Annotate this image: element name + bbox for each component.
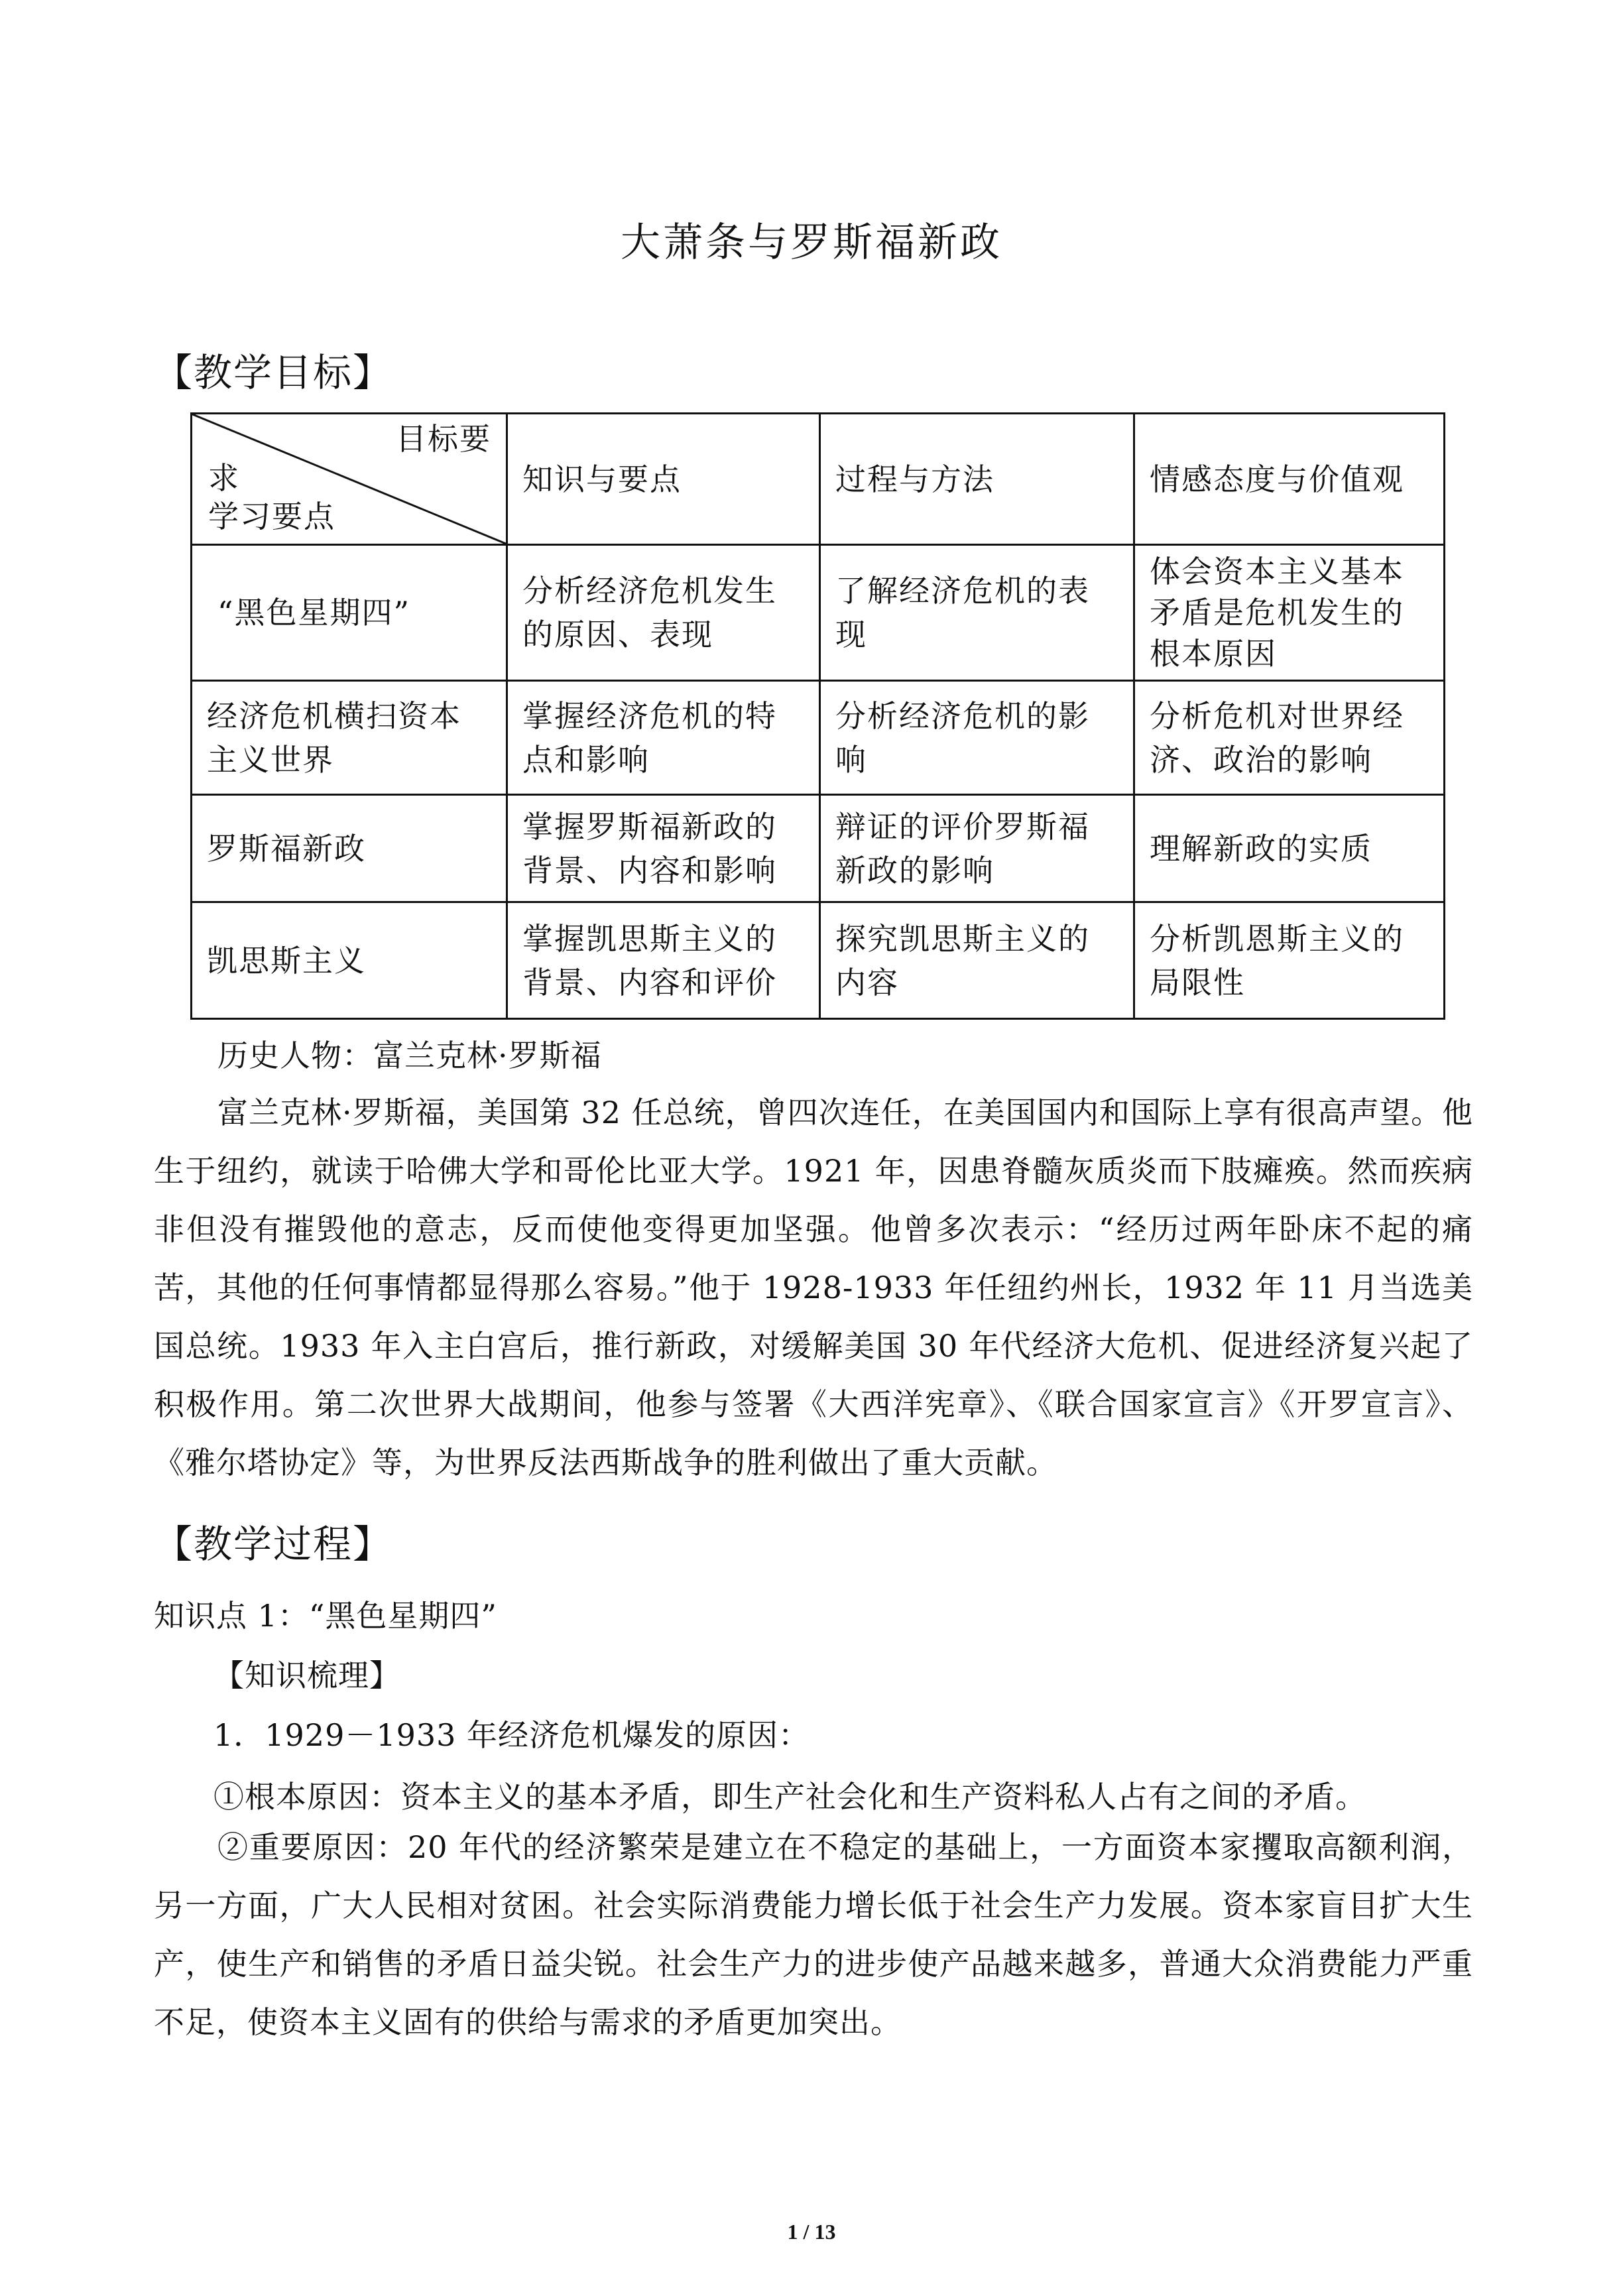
corner-goal-label: 目标要 xyxy=(396,421,491,457)
cause-important: ②重要原因：20 年代的经济繁荣是建立在不稳定的基础上，一方面资本家攫取高额利润，另一方面，广大人民相对贫困。社会实际消费能力增长低于社会生产力发展。资本家盲目扩大生产，使生产和销售的矛盾日益尖锐。社会生产力的进步使产品越来越多，普通大众消费能力严重不足，使资本主义固有的供给与需求的矛盾更加突出。 xyxy=(154,1829,1473,2040)
row-value: 体会资本主义基本矛盾是危机发生的根本原因 xyxy=(1134,545,1445,681)
row-knowledge: 掌握经济危机的特点和影响 xyxy=(507,681,820,795)
row-method: 了解经济危机的表现 xyxy=(820,545,1134,681)
diagonal-header-cell xyxy=(192,414,507,545)
row-knowledge: 掌握凯思斯主义的背景、内容和评价 xyxy=(507,902,820,1019)
table-row xyxy=(192,545,1445,681)
row-value: 理解新政的实质 xyxy=(1134,795,1445,902)
row-method: 辩证的评价罗斯福新政的影响 xyxy=(820,795,1134,902)
corner-point-label: 学习要点 xyxy=(208,499,335,534)
cause-item-title: 1．1929－1933 年经济危机爆发的原因： xyxy=(213,1717,810,1753)
table-row xyxy=(192,795,1445,902)
row-knowledge: 分析经济危机发生的原因、表现 xyxy=(507,545,820,681)
row-point: “黑色星期四” xyxy=(192,545,507,681)
page-number: 1 / 13 xyxy=(787,2220,836,2244)
row-value: 分析凯恩斯主义的局限性 xyxy=(1134,902,1445,1019)
document-title: 大萧条与罗斯福新政 xyxy=(621,219,1002,266)
table-header-row xyxy=(192,414,1445,545)
table-row xyxy=(192,681,1445,795)
row-method: 分析经济危机的影响 xyxy=(820,681,1134,795)
row-point: 凯思斯主义 xyxy=(192,902,507,1019)
table-row xyxy=(192,902,1445,1019)
figure-bio: 富兰克林·罗斯福，美国第 32 任总统，曾四次连任，在美国国内和国际上享有很高声望。他生于纽约，就读于哈佛大学和哥伦比亚大学。1921 年，因患脊髓灰质炎而下肢瘫痪。然而疾病非但没有摧毁他的意志，反而使他变得更加坚强。他曾多次表示：“经历过两年卧床不起的痛苦，其他的任何事情都显得那么容易。”他于 1928-1933 年任纽约州长，1932 年 11 月当选美国总统。1933 年入主白宫后，推行新政，对缓解美国 30 年代经济大危机、促进经济复兴起了积极作用。第二次世界大战期间，他参与签署《大西洋宪章》、《联合国家宣言》《开罗宣言》、《雅尔塔协定》等，为世界反法西斯战争的胜利做出了重大贡献。 xyxy=(154,1095,1473,1480)
goals-heading: 【教学目标】 xyxy=(154,350,393,395)
row-knowledge: 掌握罗斯福新政的背景、内容和影响 xyxy=(507,795,820,902)
header-method: 过程与方法 xyxy=(820,414,1134,545)
knowledge-point-1: 知识点 1：“黑色星期四” xyxy=(154,1598,497,1634)
row-method: 探究凯思斯主义的内容 xyxy=(820,902,1134,1019)
header-knowledge: 知识与要点 xyxy=(507,414,820,545)
header-value: 情感态度与价值观 xyxy=(1134,414,1445,545)
process-heading: 【教学过程】 xyxy=(154,1522,393,1567)
cause-root: ①根本原因：资本主义的基本矛盾，即生产社会化和生产资料私人占有之间的矛盾。 xyxy=(213,1779,1366,1815)
corner-goal-label-cont: 求 xyxy=(208,460,240,496)
row-value: 分析危机对世界经济、政治的影响 xyxy=(1134,681,1445,795)
row-point: 经济危机横扫资本主义世界 xyxy=(192,681,507,795)
knowledge-sort-heading: 【知识梳理】 xyxy=(213,1658,400,1693)
goals-table xyxy=(190,412,1445,1020)
figure-label: 历史人物：富兰克林·罗斯福 xyxy=(217,1038,602,1073)
row-point: 罗斯福新政 xyxy=(192,795,507,902)
